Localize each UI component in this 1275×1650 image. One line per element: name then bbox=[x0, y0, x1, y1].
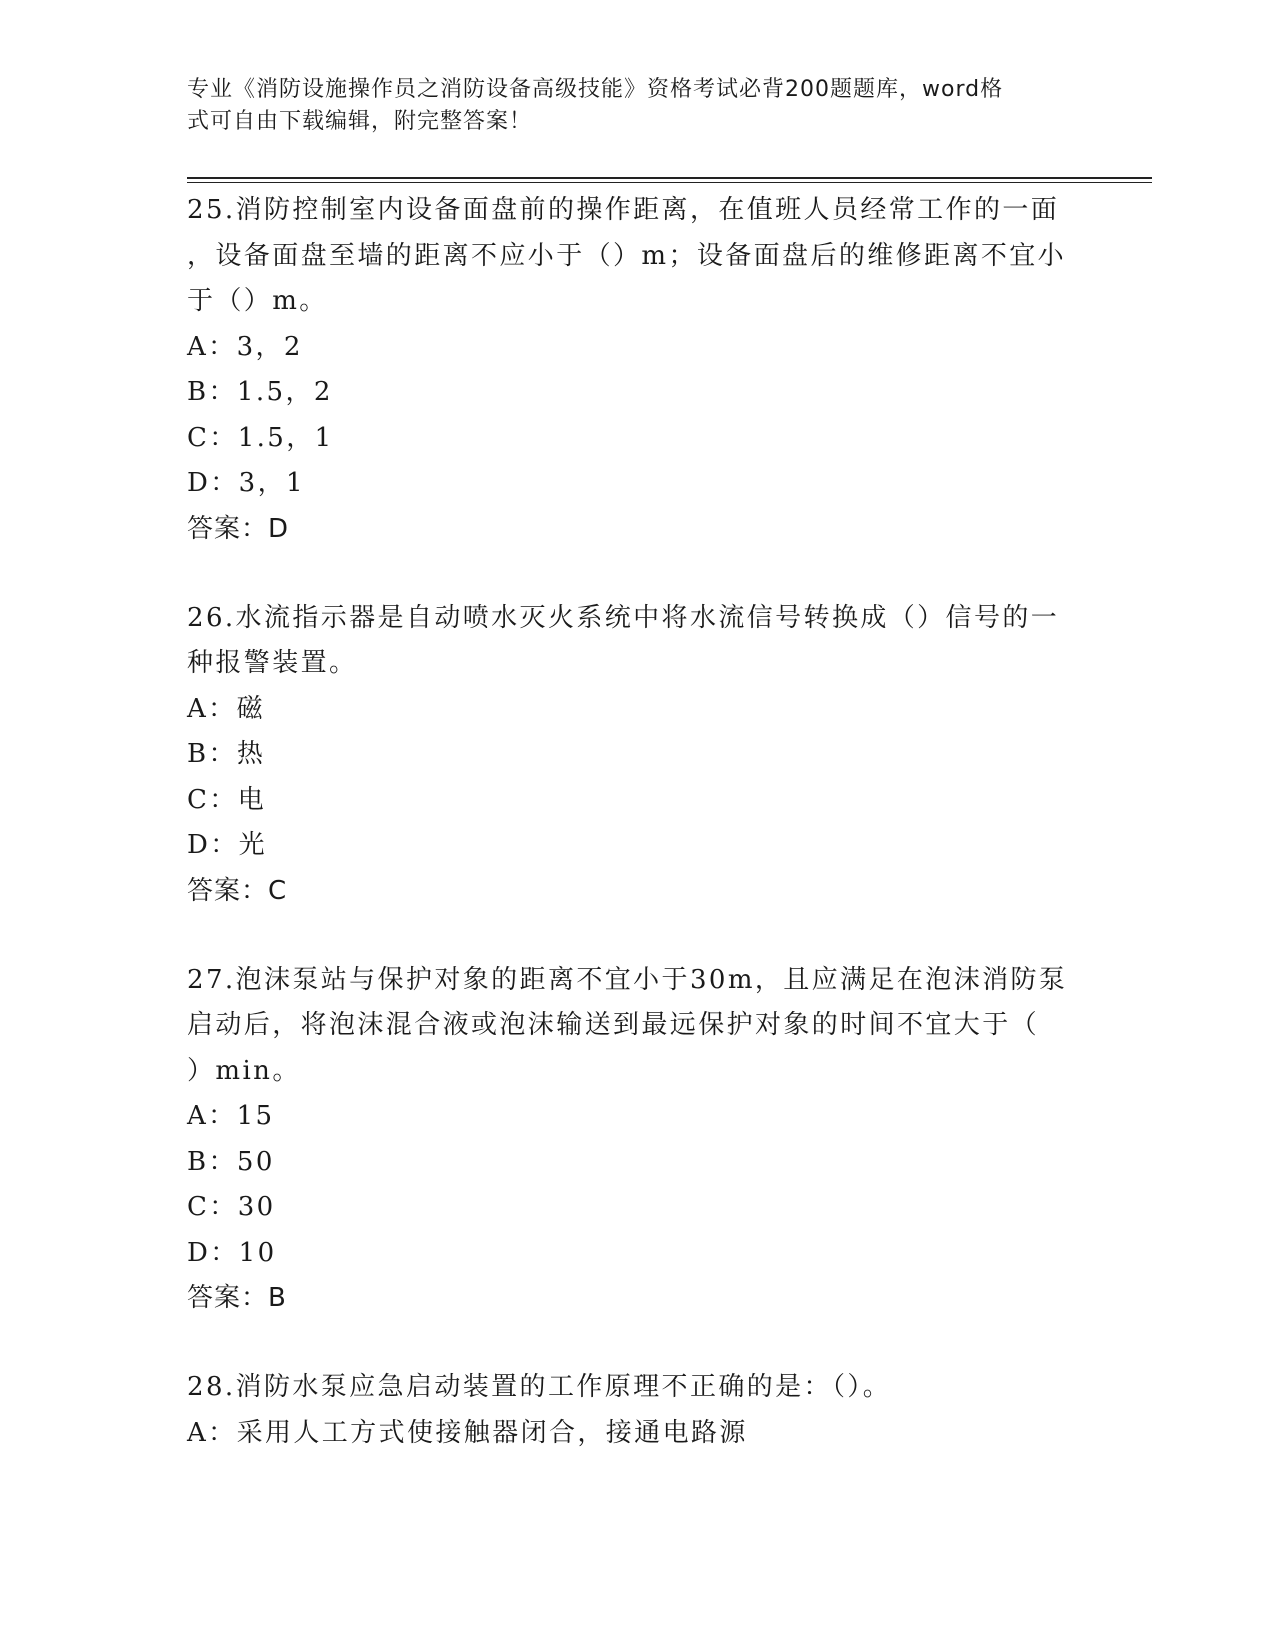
question-text-line: 28.消防水泵应急启动装置的工作原理不正确的是：（）。 bbox=[187, 1372, 892, 1402]
option-c: C：电 bbox=[187, 784, 267, 815]
header-divider-bottom bbox=[187, 182, 1152, 183]
question-text-line: 启动后，将泡沫混合液或泡沫输送到最远保护对象的时间不宜大于（ bbox=[187, 1010, 1040, 1040]
question-25 bbox=[187, 188, 1087, 552]
option-d: D：3，1 bbox=[187, 468, 305, 498]
option-b: B：50 bbox=[187, 1146, 275, 1177]
question-text-line: 25.消防控制室内设备面盘前的操作距离，在值班人员经常工作的一面 bbox=[187, 195, 1060, 225]
question-27 bbox=[187, 958, 1087, 1322]
header-divider-top bbox=[187, 177, 1152, 179]
option-d: D：10 bbox=[187, 1237, 277, 1268]
option-a: A：3，2 bbox=[187, 331, 303, 362]
option-b: B：1.5，2 bbox=[187, 377, 333, 407]
answer-line: 答案：C bbox=[187, 875, 288, 906]
question-text-line: 于（）m。 bbox=[187, 286, 328, 316]
question-26 bbox=[187, 596, 1087, 914]
answer-line: 答案：D bbox=[187, 513, 290, 544]
question-text-line: ，设备面盘至墙的距离不应小于（）m；设备面盘后的维修距离不宜小 bbox=[187, 240, 1067, 271]
option-c: C：1.5，1 bbox=[187, 422, 334, 453]
header-line-1: 专业《消防设施操作员之消防设备高级技能》资格考试必背200题题库，word格 bbox=[187, 77, 1004, 102]
document-header bbox=[187, 74, 1067, 138]
option-d: D：光 bbox=[187, 830, 268, 860]
option-a: A：磁 bbox=[187, 693, 265, 724]
option-a: A：15 bbox=[187, 1101, 275, 1131]
option-b: B：热 bbox=[187, 739, 266, 769]
question-list bbox=[187, 188, 1087, 1500]
question-text-line: ）min。 bbox=[187, 1055, 301, 1086]
question-text-line: 种报警装置。 bbox=[187, 648, 358, 678]
question-text-line: 26.水流指示器是自动喷水灭火系统中将水流信号转换成（）信号的一 bbox=[187, 602, 1060, 633]
question-28 bbox=[187, 1365, 1087, 1456]
question-text-line: 27.泡沫泵站与保护对象的距离不宜小于30m，且应满足在泡沫消防泵 bbox=[187, 964, 1068, 995]
option-a: A：采用人工方式使接触器闭合，接通电路源 bbox=[187, 1417, 748, 1448]
header-line-2: 式可自由下载编辑，附完整答案！ bbox=[187, 109, 533, 134]
option-c: C：30 bbox=[187, 1192, 276, 1222]
answer-line: 答案：B bbox=[187, 1283, 287, 1313]
